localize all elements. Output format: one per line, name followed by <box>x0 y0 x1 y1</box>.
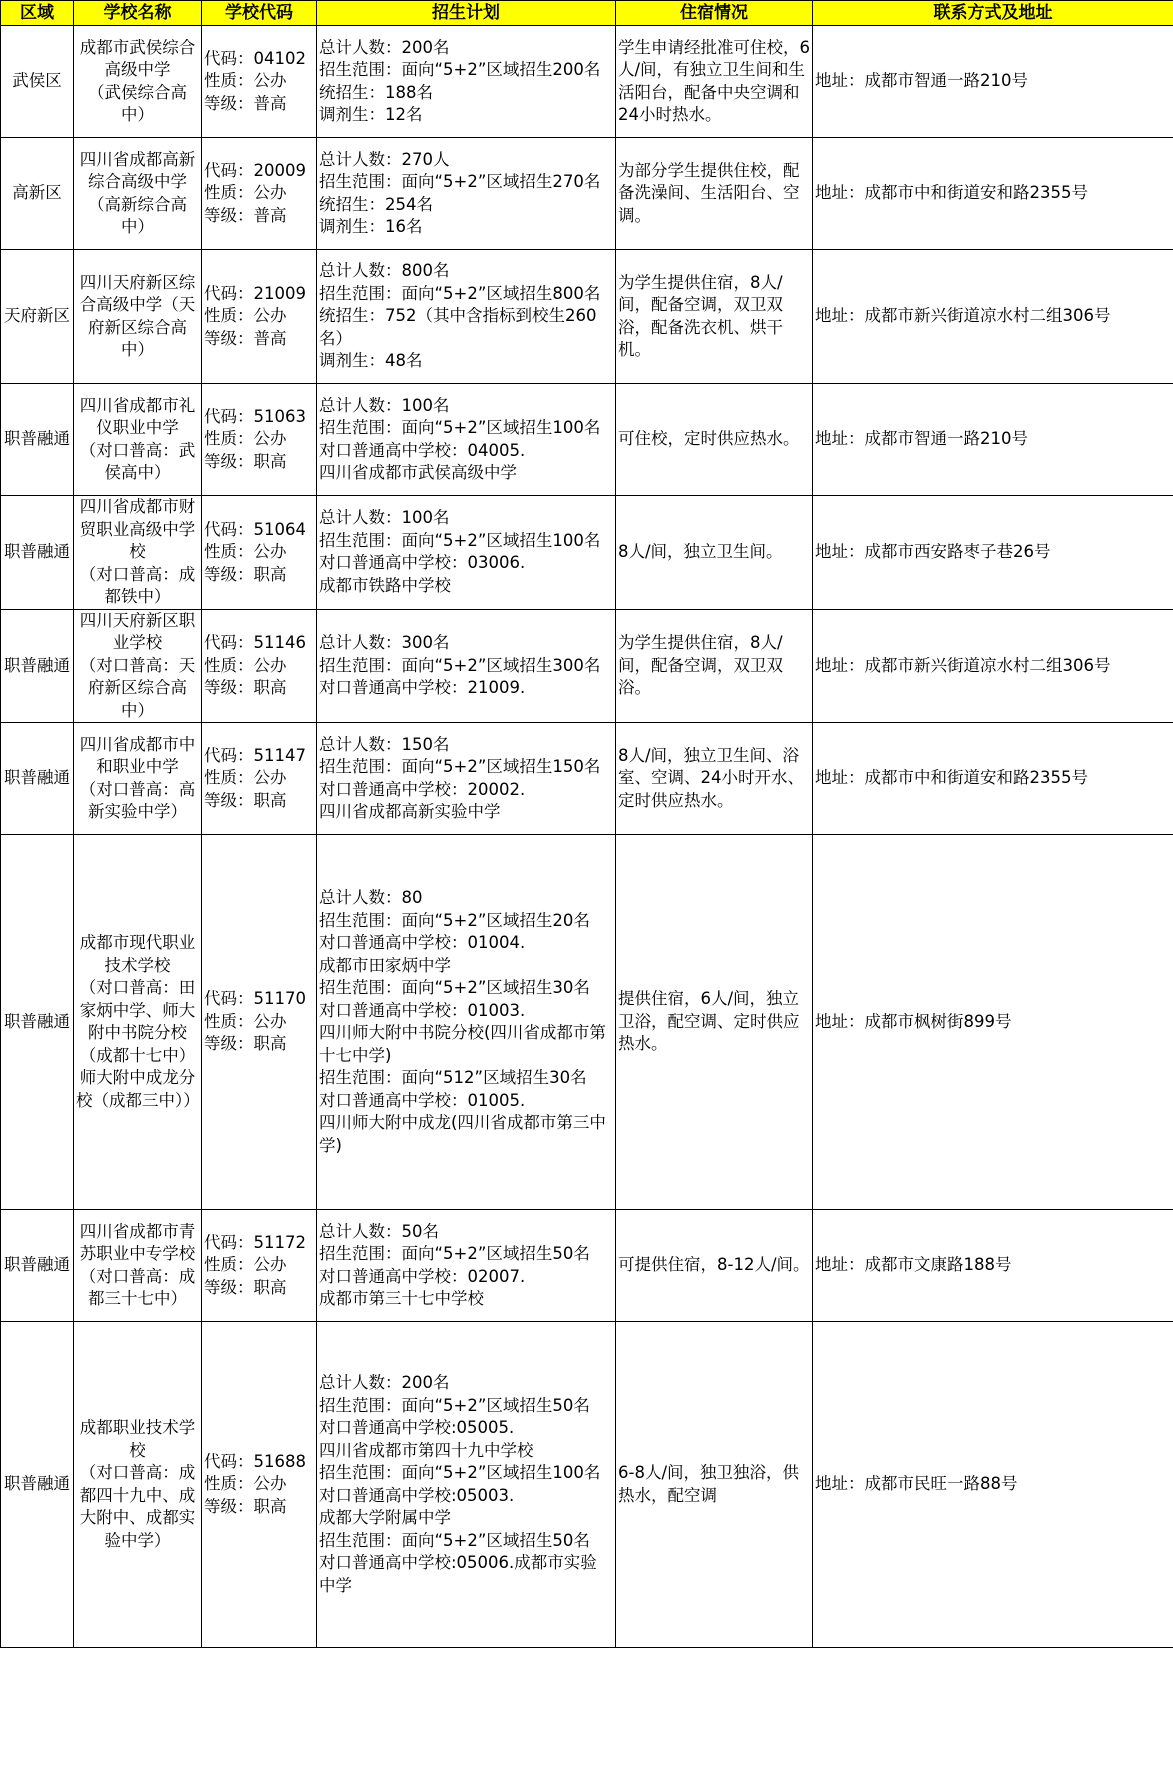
plan-cell-line: 四川省成都市第四十九中学校 <box>319 1440 534 1460</box>
school-cell: 四川天府新区职业学校 （对口普高：天府新区综合高中） <box>74 609 202 723</box>
code-cell-line: 代码：51688 <box>204 1451 306 1471</box>
region-cell: 职普融通 <box>1 723 74 835</box>
plan-cell-line: 招生范围：面向“5+2”区域招生50名 <box>319 1530 590 1550</box>
plan-cell-line: 成都市第三十七中学校 <box>319 1289 484 1308</box>
plan-cell-line: 招生范围：面向“5+2”区域招生270名 <box>319 172 601 191</box>
lodging-cell: 可提供住宿，8-12人/间。 <box>616 1210 813 1322</box>
region-cell: 高新区 <box>1 138 74 250</box>
header-row <box>1 1 1173 26</box>
table-row <box>1 496 1173 610</box>
code-cell <box>202 496 317 610</box>
code-cell <box>202 250 317 384</box>
table-row <box>1 1210 1173 1322</box>
plan-cell-line: 招生范围：面向“5+2”区域招生150名 <box>319 757 601 776</box>
table-row <box>1 835 1173 1210</box>
lodging-cell: 提供住宿，6人/间，独立卫浴，配空调、定时供应热水。 <box>616 835 813 1210</box>
plan-cell-line: 对口普通高中学校:05003. <box>319 1485 515 1505</box>
plan-cell-line: 招生范围：面向“5+2”区域招生300名 <box>319 655 601 675</box>
plan-cell-line: 招生范围：面向“5+2”区域招生50名 <box>319 1244 590 1263</box>
lodging-cell: 6-8人/间，独卫独浴，供热水，配空调 <box>616 1322 813 1648</box>
plan-cell-line: 四川师大附中书院分校(四川省成都市第十七中学) <box>319 1023 606 1065</box>
plan-cell-line: 对口普通高中学校：03006. <box>319 553 526 573</box>
lodging-cell: 为学生提供住宿，8人/间，配备空调，双卫双浴。 <box>616 609 813 723</box>
school-cell: 四川省成都高新综合高级中学 （高新综合高中） <box>74 138 202 250</box>
plan-cell-line: 成都大学附属中学 <box>319 1508 451 1527</box>
plan-cell <box>317 609 616 723</box>
school-cell: 四川省成都市青苏职业中专学校 （对口普高：成都三十七中） <box>74 1210 202 1322</box>
plan-cell-line: 总计人数：100名 <box>319 508 450 528</box>
address-cell: 地址：成都市枫树街899号 <box>813 835 1173 1210</box>
table-row <box>1 1322 1173 1648</box>
code-cell <box>202 1210 317 1322</box>
plan-cell <box>317 1210 616 1322</box>
code-cell <box>202 1322 317 1648</box>
region-cell: 职普融通 <box>1 384 74 496</box>
code-cell <box>202 835 317 1210</box>
plan-cell-line: 总计人数：100名 <box>319 395 450 415</box>
lodging-cell: 8人/间，独立卫生间。 <box>616 496 813 610</box>
plan-cell-line: 对口普通高中学校:05006.成都市实验中学 <box>319 1553 597 1595</box>
address-cell: 地址：成都市智通一路210号 <box>813 26 1173 138</box>
lodging-cell: 可住校，定时供应热水。 <box>616 384 813 496</box>
code-cell-line: 代码：51170 <box>204 989 306 1009</box>
plan-cell <box>317 496 616 610</box>
plan-cell <box>317 1322 616 1648</box>
school-cell: 成都职业技术学校 （对口普高：成都四十九中、成大附中、成都实验中学） <box>74 1322 202 1648</box>
code-cell-line: 代码：20009 <box>204 160 306 180</box>
region-cell: 职普融通 <box>1 835 74 1210</box>
school-cell: 四川省成都市中和职业中学 （对口普高：高新实验中学） <box>74 723 202 835</box>
address-cell: 地址：成都市智通一路210号 <box>813 384 1173 496</box>
plan-cell-line: 对口普通高中学校：04005. <box>319 440 526 460</box>
code-cell-line: 代码：21009 <box>204 283 306 303</box>
lodging-cell: 学生申请经批准可住校，6人/间，有独立卫生间和生活阳台，配备中央空调和24小时热水。 <box>616 26 813 138</box>
code-cell-line: 等级：普高 <box>204 205 287 225</box>
plan-cell-line: 对口普通高中学校：01005. <box>319 1090 526 1110</box>
plan-cell-line: 招生范围：面向“5+2”区域招生20名 <box>319 910 590 930</box>
code-cell-line: 代码：51146 <box>204 633 306 652</box>
code-cell-line: 代码：51147 <box>204 745 306 765</box>
header-school: 学校名称 <box>74 1 202 26</box>
address-cell: 地址：成都市中和街道安和路2355号 <box>813 138 1173 250</box>
plan-cell-line: 招生范围：面向“5+2”区域招生200名 <box>319 60 601 79</box>
plan-cell-line: 招生范围：面向“5+2”区域招生100名 <box>319 1463 601 1482</box>
plan-cell-line: 总计人数：200名 <box>319 1373 450 1392</box>
lodging-cell: 为学生提供住宿，8人/间，配备空调，双卫双浴，配备洗衣机、烘干机。 <box>616 250 813 384</box>
region-cell: 职普融通 <box>1 609 74 723</box>
address-cell: 地址：成都市文康路188号 <box>813 1210 1173 1322</box>
code-cell-line: 代码：51063 <box>204 406 306 426</box>
school-cell: 四川省成都市财贸职业高级中学校 （对口普高：成都铁中） <box>74 496 202 610</box>
plan-cell-line: 对口普通高中学校：01004. <box>319 933 526 952</box>
code-cell-line: 性质：公办 <box>204 429 287 449</box>
code-cell-line: 性质：公办 <box>204 1474 287 1494</box>
school-cell: 成都市现代职业技术学校 （对口普高：田家炳中学、师大附中书院分校（成都十七中）师大附中成龙分校（成都三中）） <box>74 835 202 1210</box>
code-cell <box>202 384 317 496</box>
plan-cell-line: 总计人数：80 <box>319 888 423 907</box>
plan-cell-line: 统招生：254名 <box>319 194 433 214</box>
plan-cell-line: 对口普通高中学校：01003. <box>319 1000 526 1020</box>
plan-cell-line: 调剂生：12名 <box>319 105 423 124</box>
code-cell-line: 等级：职高 <box>204 1277 287 1297</box>
code-cell-line: 等级：职高 <box>204 564 287 584</box>
table-row <box>1 250 1173 384</box>
plan-cell-line: 调剂生：16名 <box>319 217 423 236</box>
header-code: 学校代码 <box>202 1 317 26</box>
code-cell-line: 等级：普高 <box>204 328 287 348</box>
plan-cell-line: 四川师大附中成龙(四川省成都市第三中学) <box>319 1113 606 1155</box>
plan-cell-line: 对口普通高中学校:05005. <box>319 1418 515 1437</box>
header-plan: 招生计划 <box>317 1 616 26</box>
code-cell-line: 等级：职高 <box>204 1034 287 1054</box>
plan-cell-line: 对口普通高中学校：21009. <box>319 678 526 697</box>
code-cell-line: 性质：公办 <box>204 306 287 326</box>
school-cell: 四川天府新区综合高级中学（天府新区综合高中） <box>74 250 202 384</box>
plan-cell-line: 总计人数：50名 <box>319 1221 439 1241</box>
region-cell: 职普融通 <box>1 1322 74 1648</box>
plan-cell-line: 招生范围：面向“5+2”区域招生50名 <box>319 1395 590 1415</box>
plan-cell-line: 四川省成都高新实验中学 <box>319 802 501 821</box>
code-cell-line: 等级：职高 <box>204 790 287 810</box>
table-row <box>1 723 1173 835</box>
plan-cell <box>317 26 616 138</box>
plan-cell-line: 成都市铁路中学校 <box>319 575 451 595</box>
header-lodging: 住宿情况 <box>616 1 813 26</box>
table-row <box>1 384 1173 496</box>
plan-cell <box>317 835 616 1210</box>
code-cell-line: 代码：51172 <box>204 1232 306 1252</box>
plan-cell-line: 总计人数：300名 <box>319 633 450 652</box>
plan-cell <box>317 723 616 835</box>
school-cell: 四川省成都市礼仪职业中学 （对口普高：武侯高中） <box>74 384 202 496</box>
plan-cell <box>317 138 616 250</box>
plan-cell-line: 统招生：188名 <box>319 82 433 102</box>
region-cell: 职普融通 <box>1 496 74 610</box>
school-cell: 成都市武侯综合高级中学 （武侯综合高中） <box>74 26 202 138</box>
table-row <box>1 26 1173 138</box>
plan-cell-line: 招生范围：面向“512”区域招生30名 <box>319 1068 587 1087</box>
code-cell <box>202 138 317 250</box>
code-cell-line: 性质：公办 <box>204 1255 287 1275</box>
plan-cell-line: 四川省成都市武侯高级中学 <box>319 463 517 482</box>
plan-cell <box>317 384 616 496</box>
code-cell-line: 性质：公办 <box>204 655 287 675</box>
address-cell: 地址：成都市西安路枣子巷26号 <box>813 496 1173 610</box>
plan-cell-line: 总计人数：150名 <box>319 734 450 754</box>
code-cell <box>202 723 317 835</box>
table-row <box>1 138 1173 250</box>
code-cell-line: 性质：公办 <box>204 542 287 561</box>
code-cell-line: 等级：职高 <box>204 451 287 471</box>
lodging-cell: 为部分学生提供住校，配备洗澡间、生活阳台、空调。 <box>616 138 813 250</box>
plan-cell-line: 调剂生：48名 <box>319 351 423 371</box>
region-cell: 天府新区 <box>1 250 74 384</box>
code-cell-line: 性质：公办 <box>204 71 287 91</box>
address-cell: 地址：成都市新兴街道凉水村二组306号 <box>813 609 1173 723</box>
plan-cell <box>317 250 616 384</box>
address-cell: 地址：成都市新兴街道凉水村二组306号 <box>813 250 1173 384</box>
code-cell-line: 等级：普高 <box>204 93 287 113</box>
code-cell-line: 代码：51064 <box>204 519 306 539</box>
code-cell-line: 性质：公办 <box>204 768 287 788</box>
plan-cell-line: 对口普通高中学校：02007. <box>319 1266 526 1286</box>
table-row <box>1 609 1173 723</box>
region-cell: 武侯区 <box>1 26 74 138</box>
plan-cell-line: 统招生：752（其中含指标到校生260名） <box>319 306 597 348</box>
region-cell: 职普融通 <box>1 1210 74 1322</box>
header-region: 区域 <box>1 1 74 26</box>
lodging-cell: 8人/间，独立卫生间、浴室、空调、24小时开水、定时供应热水。 <box>616 723 813 835</box>
plan-cell-line: 招生范围：面向“5+2”区域招生100名 <box>319 530 601 550</box>
code-cell <box>202 26 317 138</box>
plan-cell-line: 招生范围：面向“5+2”区域招生800名 <box>319 283 601 303</box>
code-cell-line: 性质：公办 <box>204 183 287 203</box>
code-cell <box>202 609 317 723</box>
plan-cell-line: 成都市田家炳中学 <box>319 955 451 975</box>
plan-cell-line: 招生范围：面向“5+2”区域招生30名 <box>319 978 590 997</box>
address-cell: 地址：成都市中和街道安和路2355号 <box>813 723 1173 835</box>
code-cell-line: 性质：公办 <box>204 1011 287 1031</box>
plan-cell-line: 招生范围：面向“5+2”区域招生100名 <box>319 418 601 437</box>
plan-cell-line: 总计人数：270人 <box>319 149 450 169</box>
header-address: 联系方式及地址 <box>813 1 1173 26</box>
code-cell-line: 代码：04102 <box>204 48 306 68</box>
plan-cell-line: 对口普通高中学校：20002. <box>319 779 526 799</box>
plan-cell-line: 总计人数：800名 <box>319 261 450 281</box>
code-cell-line: 等级：职高 <box>204 1496 287 1516</box>
plan-cell-line: 总计人数：200名 <box>319 37 450 57</box>
code-cell-line: 等级：职高 <box>204 678 287 697</box>
address-cell: 地址：成都市民旺一路88号 <box>813 1322 1173 1648</box>
